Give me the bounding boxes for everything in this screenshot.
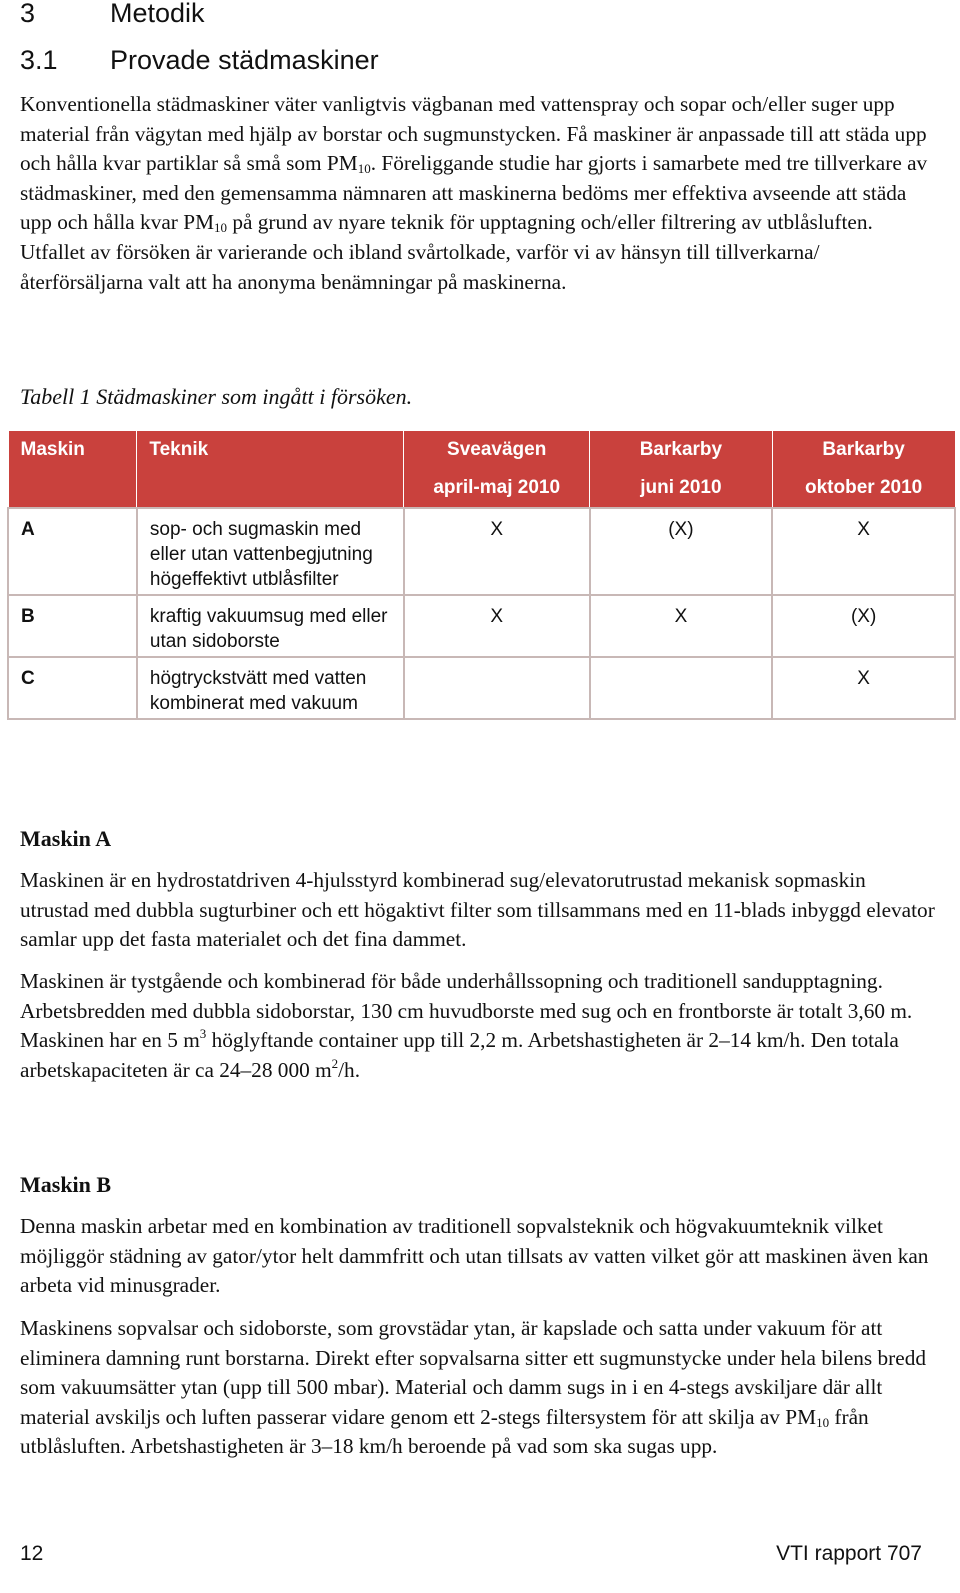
cell-teknik: kraftig vakuumsug med eller utan sidoborste: [137, 595, 404, 657]
header-sveavagen: Sveavägen april-maj 2010: [404, 431, 590, 509]
table-header-row: [8, 431, 955, 509]
chapter-number: 3: [20, 0, 36, 28]
cell-maskin: A: [8, 508, 137, 595]
section-title: Provade städmaskiner: [110, 45, 379, 75]
cell-sveavagen: [404, 657, 590, 719]
cell-sveavagen: X: [404, 595, 590, 657]
cell-maskin: B: [8, 595, 137, 657]
header-barkarby-oktober: Barkarby oktober 2010: [772, 431, 955, 509]
report-name: VTI rapport 707: [776, 1542, 922, 1565]
section-number: 3.1: [20, 45, 58, 75]
header-barkarby-juni: Barkarby juni 2010: [590, 431, 773, 509]
cell-barkarby-oktober: X: [772, 508, 955, 595]
cell-teknik: högtryckstvätt med vatten kombinerat med vakuum: [137, 657, 404, 719]
cell-barkarby-juni: X: [590, 595, 773, 657]
table-row: [8, 595, 955, 657]
cell-barkarby-juni: (X): [590, 508, 773, 595]
cell-teknik: sop- och sugmaskin med eller utan vattenbegjutning högeffektivt utblåsfilter: [137, 508, 404, 595]
intro-paragraph: Konventionella städmaskiner väter vanligtvis vägbanan med vattenspray och sopar och/eller suger upp material från vägytan med hjälp av borstar och sugmunstycken. Få maskiner är anpassade till att städa upp och hålla kvar partiklar så små som $PM_{10}$. Föreliggande studie har gjorts i samarbete med tre tillverkare av städmaskiner, med den gemensamma nämnaren att maskinerna bedöms mer effektiva avseende att städa upp och hålla kvar $PM_{10}$ på grund av nyare teknik för upptagning och/eller filtrering av utblåsluften. Utfallet av försöken är varierande och ibland svårtolkade, varför vi av hänsyn till tillverkarna/återförsäljarna valt att ha anonyma benämningar på maskinerna.: [20, 92, 928, 294]
cell-barkarby-oktober: (X): [772, 595, 955, 657]
cell-barkarby-oktober: X: [772, 657, 955, 719]
cell-barkarby-juni: [590, 657, 773, 719]
cell-sveavagen: X: [404, 508, 590, 595]
maskin-b-paragraph-2: Maskinens sopvalsar och sidoborste, som grovstädar ytan, är kapslade och satta under vakuum för att eliminera damning runt borstarna. Direkt efter sopvalsarna sitter ett sugmunstycke under hela bilens bredd som vakuumsätter ytan (upp till 500 mbar). Material och damm sugs in i en 4-stegs avskiljare där allt material avskiljs och luften passerar vidare genom ett 2-stegs filtersystem för att skilja av $PM_{10}$ från utblåsluften. Arbetshastigheten är 3–18 km/h beroende på vad som ska sugas upp.: [20, 1316, 927, 1459]
table-row: [8, 657, 955, 719]
section-heading: [20, 43, 379, 77]
table-row: [8, 508, 955, 595]
cell-maskin: C: [8, 657, 137, 719]
page-number: 12: [20, 1542, 44, 1565]
header-maskin: Maskin: [8, 431, 137, 509]
chapter-heading: [20, 0, 205, 30]
chapter-title: Metodik: [110, 0, 205, 28]
maskin-a-heading: Maskin A: [20, 826, 112, 851]
maskin-b-paragraph-1: Denna maskin arbetar med en kombination av traditionell sopvalsteknik och högvakuumteknik vilket möjliggör städning av gator/ytor helt dammfritt och utan tillsats av vatten vilket gör att maskinen även kan arbeta vid minusgrader.: [20, 1214, 929, 1298]
maskin-b-heading: Maskin B: [20, 1172, 112, 1197]
machines-table: [7, 430, 956, 720]
table-caption: Tabell 1 Städmaskiner som ingått i försöken.: [20, 384, 413, 409]
header-teknik: Teknik: [137, 431, 404, 509]
maskin-a-paragraph-2: Maskinen är tystgående och kombinerad för både underhållssopning och traditionell sandupptagning. Arbetsbredden med dubbla sidoborstar, 130 cm huvudborste med sug och en frontborste är totalt 3,60 m. Maskinen har en 5 $m^3$ höglyftande container upp till 2,2 m. Arbetshastigheten är 2–14 km/h. Den totala arbetskapaciteten är ca 24–28 000 $m^2/h$.: [20, 969, 913, 1082]
maskin-a-paragraph-1: Maskinen är en hydrostatdriven 4-hjulsstyrd kombinerad sug/elevatorutrustad mekanisk sopmaskin utrustad med dubbla sugturbiner och ett högaktivt filter som tillsammans med en 11-blads inbyggd elevator samlar upp det fasta materialet och det fina dammet.: [20, 868, 935, 952]
